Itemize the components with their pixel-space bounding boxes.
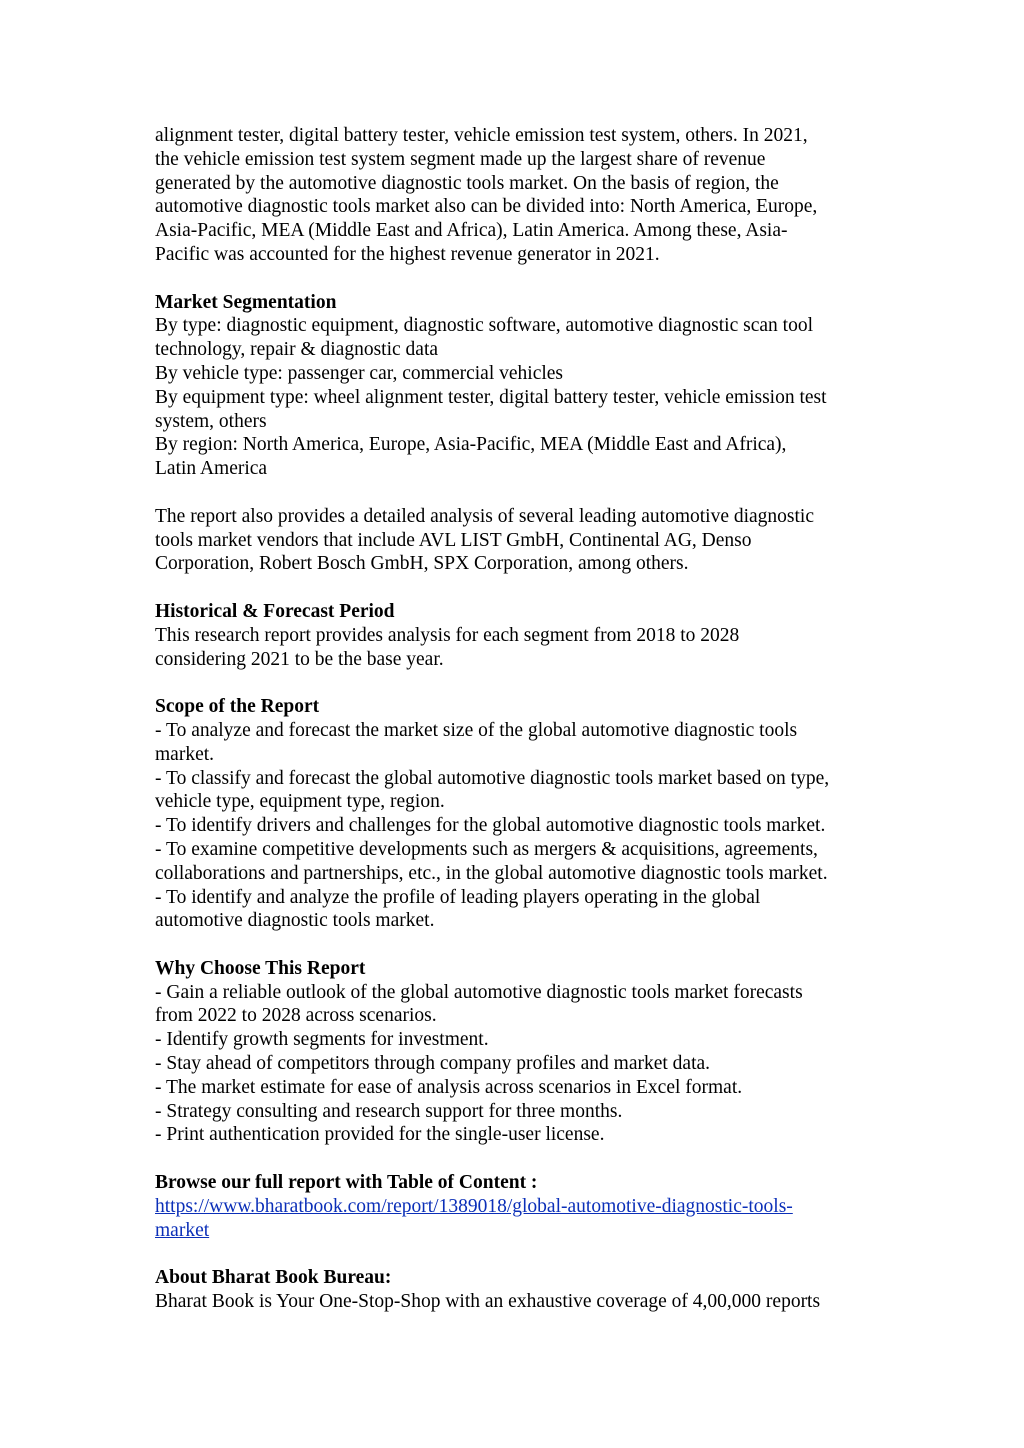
text-line: market. <box>155 743 215 765</box>
text-line: - Stay ahead of competitors through company profiles and market data. <box>155 1053 711 1075</box>
section-heading: Why Choose This Report <box>155 957 366 979</box>
text-line: This research report provides analysis for each segment from 2018 to 2028 <box>155 624 740 646</box>
browse-section <box>155 1171 885 1242</box>
text-line: - To classify and forecast the global automotive diagnostic tools market based on type, <box>155 767 830 789</box>
report-link-line[interactable]: https://www.bharatbook.com/report/1389018/global-automotive-diagnostic-tools- <box>155 1195 793 1217</box>
text-line: automotive diagnostic tools market. <box>155 910 435 932</box>
text-line: tools market vendors that include AVL LIST GmbH, Continental AG, Denso <box>155 529 752 551</box>
report-link-line[interactable]: market <box>155 1219 210 1241</box>
text-line: automotive diagnostic tools market also can be divided into: North America, Europe, <box>155 196 818 218</box>
text-line: - To examine competitive developments such as mergers & acquisitions, agreements, <box>155 838 818 860</box>
text-line: By equipment type: wheel alignment tester, digital battery tester, vehicle emission test <box>155 386 827 408</box>
text-line: - To identify drivers and challenges for the global automotive diagnostic tools market. <box>155 815 826 837</box>
text-line: the vehicle emission test system segment made up the largest share of revenue <box>155 148 766 170</box>
text-line: technology, repair & diagnostic data <box>155 339 439 361</box>
document-page <box>155 124 885 1338</box>
section-heading: About Bharat Book Bureau: <box>155 1267 392 1289</box>
about-section <box>155 1266 885 1314</box>
text-line: Asia-Pacific, MEA (Middle East and Africa), Latin America. Among these, Asia- <box>155 220 788 242</box>
section-heading: Historical & Forecast Period <box>155 600 395 622</box>
text-line: By type: diagnostic equipment, diagnostic software, automotive diagnostic scan tool <box>155 315 813 337</box>
text-line: Bharat Book is Your One-Stop-Shop with an exhaustive coverage of 4,00,000 reports <box>155 1291 821 1313</box>
scope-section <box>155 695 885 933</box>
report-link[interactable] <box>155 1195 885 1219</box>
why-section <box>155 957 885 1147</box>
text-line: Latin America <box>155 458 268 480</box>
period-section <box>155 600 885 671</box>
vendors-paragraph <box>155 505 885 576</box>
section-heading: Market Segmentation <box>155 291 337 313</box>
section-heading: Scope of the Report <box>155 696 320 718</box>
text-line: - Gain a reliable outlook of the global automotive diagnostic tools market forecasts <box>155 981 803 1003</box>
text-line: - To identify and analyze the profile of leading players operating in the global <box>155 886 761 908</box>
text-line: The report also provides a detailed analysis of several leading automotive diagnostic <box>155 505 815 527</box>
text-line: generated by the automotive diagnostic tools market. On the basis of region, the <box>155 172 779 194</box>
text-line: - Identify growth segments for investment. <box>155 1029 489 1051</box>
text-line: - To analyze and forecast the market size of the global automotive diagnostic tools <box>155 719 798 741</box>
intro-paragraph <box>155 124 885 267</box>
text-line: - The market estimate for ease of analysis across scenarios in Excel format. <box>155 1076 743 1098</box>
text-line: system, others <box>155 410 267 432</box>
segmentation-section <box>155 291 885 481</box>
text-line: from 2022 to 2028 across scenarios. <box>155 1005 437 1027</box>
text-line: considering 2021 to be the base year. <box>155 648 444 670</box>
text-line: By vehicle type: passenger car, commercial vehicles <box>155 362 564 384</box>
text-line: By region: North America, Europe, Asia-Pacific, MEA (Middle East and Africa), <box>155 434 787 456</box>
text-line: alignment tester, digital battery tester, vehicle emission test system, others. In 2021, <box>155 125 808 146</box>
text-line: Pacific was accounted for the highest revenue generator in 2021. <box>155 243 660 265</box>
report-link[interactable] <box>155 1219 885 1243</box>
text-line: - Strategy consulting and research support for three months. <box>155 1100 623 1122</box>
text-line: Corporation, Robert Bosch GmbH, SPX Corporation, among others. <box>155 553 689 575</box>
text-line: - Print authentication provided for the single-user license. <box>155 1124 605 1146</box>
text-line: collaborations and partnerships, etc., in the global automotive diagnostic tools market. <box>155 862 828 884</box>
section-heading: Browse our full report with Table of Content : <box>155 1172 538 1194</box>
text-line: vehicle type, equipment type, region. <box>155 791 445 813</box>
